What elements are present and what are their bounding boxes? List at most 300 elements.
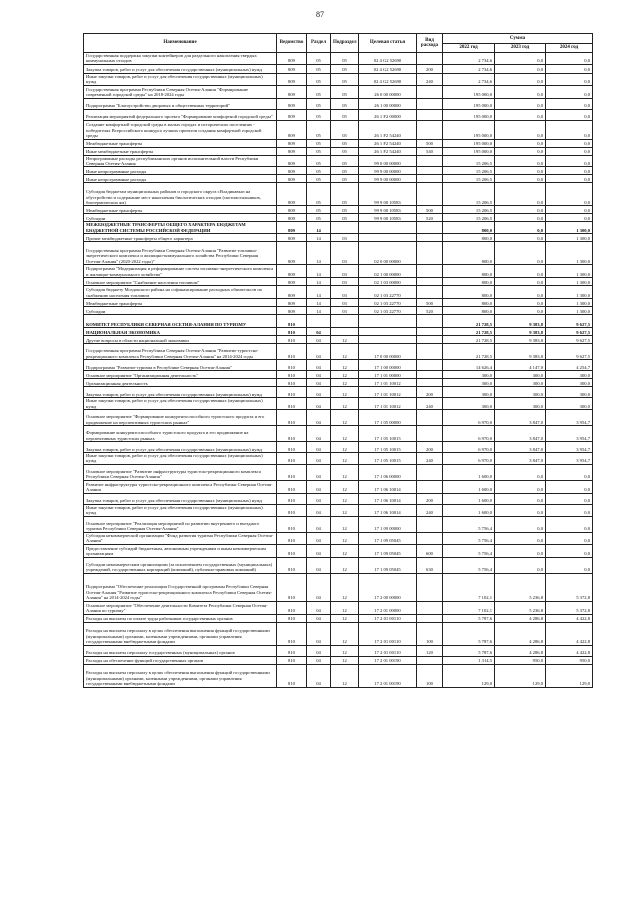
table-row (84, 410, 593, 426)
cell-s2: 5 236,8 (495, 601, 546, 614)
cell-s1: 1 600,0 (443, 480, 495, 493)
cell-rz: 04 (307, 645, 331, 656)
cell-s1: 15 206,5 (443, 175, 495, 183)
cell-ved: 809 (277, 139, 307, 147)
cell-name: Межбюджетные трансферты (84, 139, 277, 147)
header-2023: 2023 год (495, 44, 546, 53)
cell-s3: 4 422,8 (546, 614, 593, 622)
cell-s1: 195 000,0 (443, 120, 495, 139)
cell-name: Расходы на выплаты персоналу в целях обеспечения выполнения функций государственными (муниципальными) органами, казенными учреждениями, органами управления государственными внебюджетными фондами (84, 664, 277, 687)
cell-ved: 810 (277, 645, 307, 656)
cell-rz: 04 (307, 480, 331, 493)
cell-rz: 05 (307, 98, 331, 109)
cell-s1: 1 600,0 (443, 493, 495, 504)
cell-s2: 129,0 (495, 664, 546, 687)
cell-name: Основное мероприятие "Обеспечение деятельности Комитета Республики Северная Осетия-Алания по туризму" (84, 601, 277, 614)
cell-rz: 05 (307, 147, 331, 155)
cell-ved: 810 (277, 557, 307, 573)
cell-s1: 800,0 (443, 278, 495, 286)
cell-pr: 12 (331, 493, 359, 504)
cell-rz: 04 (307, 532, 331, 544)
header-sum: Сумма (443, 34, 593, 44)
cell-ved: 810 (277, 336, 307, 344)
table-row (84, 242, 593, 265)
cell-rz: 05 (307, 85, 331, 98)
cell-cs: 26 1 F2 54240 (359, 139, 417, 147)
cell-s3: 4 254,7 (546, 360, 593, 371)
cell-ved: 810 (277, 442, 307, 453)
cell-vr (417, 109, 443, 120)
cell-vr: 240 (417, 453, 443, 465)
cell-pr: 05 (331, 109, 359, 120)
cell-ved: 809 (277, 53, 307, 65)
cell-s3: 300,0 (546, 379, 593, 387)
cell-s3: 300,0 (546, 371, 593, 379)
cell-s3: 9 627,5 (546, 328, 593, 336)
cell-s2: 3 847,0 (495, 453, 546, 465)
cell-rz: 05 (307, 214, 331, 222)
cell-name: Межбюджетные трансферты (84, 299, 277, 307)
cell-ved: 810 (277, 360, 307, 371)
cell-pr: 12 (331, 557, 359, 573)
cell-s2: 0,0 (495, 493, 546, 504)
cell-s2: 9 383,8 (495, 315, 546, 328)
cell-rz: 04 (307, 336, 331, 344)
cell-s1: 5 787,6 (443, 622, 495, 645)
cell-vr: 240 (417, 398, 443, 410)
cell-s2: 3 847,0 (495, 442, 546, 453)
cell-s3: 0,0 (546, 155, 593, 167)
cell-ved: 809 (277, 265, 307, 278)
cell-s3: 9 627,5 (546, 315, 593, 328)
cell-s2: 0,0 (495, 64, 546, 73)
cell-s1: 6 970,0 (443, 442, 495, 453)
table-row (84, 139, 593, 147)
cell-s1: 129,0 (443, 664, 495, 687)
cell-ved: 810 (277, 344, 307, 360)
table-row (84, 109, 593, 120)
cell-cs: 02 4 G2 52690 (359, 64, 417, 73)
cell-s2: 4 286,8 (495, 614, 546, 622)
cell-vr: 520 (417, 307, 443, 315)
header-target: Целевая статья (359, 34, 417, 53)
cell-vr: 240 (417, 73, 443, 85)
cell-vr (417, 573, 443, 601)
cell-cs: 02 4 G2 52690 (359, 73, 417, 85)
table-row (84, 622, 593, 645)
cell-s3: 300,0 (546, 387, 593, 398)
cell-s3: 0,0 (546, 504, 593, 516)
cell-ved: 810 (277, 480, 307, 493)
table-row (84, 442, 593, 453)
cell-name: Государственная программа Республики Северная Осетия-Алания "Формирование современной городской среды" на 2018-2024 годы (84, 85, 277, 98)
cell-vr (417, 516, 443, 532)
cell-s2: 0,0 (495, 98, 546, 109)
cell-rz: 05 (307, 73, 331, 85)
cell-s2: 0,0 (495, 286, 546, 299)
cell-s2: 300,0 (495, 387, 546, 398)
cell-vr (417, 53, 443, 65)
cell-pr: 05 (331, 85, 359, 98)
cell-cs: 26 1 F2 54240 (359, 120, 417, 139)
table-row (84, 656, 593, 664)
cell-cs (359, 336, 417, 344)
cell-ved: 810 (277, 426, 307, 442)
header-section: Раздел (307, 34, 331, 53)
cell-vr (417, 371, 443, 379)
cell-s3: 0,0 (546, 493, 593, 504)
cell-cs: 17 1 06 10014 (359, 480, 417, 493)
cell-s1: 15 206,5 (443, 183, 495, 206)
cell-name: Государственная программа Республики Северная Осетия-Алания "Развитие топливно-энергетического комплекса и жилищно-коммунального хозяйства Республики Северная Осетия-Алания" (2020-2022 годы)" (84, 242, 277, 265)
cell-vr: 500 (417, 299, 443, 307)
cell-s1: 2 734,6 (443, 64, 495, 73)
cell-s1: 195 000,0 (443, 85, 495, 98)
cell-rz: 14 (307, 265, 331, 278)
cell-name: Развитие инфраструктуры туристско-рекреационного комплекса Республики Северная Осетия-Алания (84, 480, 277, 493)
cell-name: Предоставление субсидий бюджетным, автономным учреждениям и иным некоммерческим организациям (84, 544, 277, 557)
cell-vr (417, 614, 443, 622)
cell-s1: 5 787,6 (443, 645, 495, 656)
cell-s2: 950,0 (495, 656, 546, 664)
cell-ved: 809 (277, 307, 307, 315)
cell-pr: 12 (331, 426, 359, 442)
cell-ved: 810 (277, 315, 307, 328)
cell-cs: 17 1 09 05045 (359, 532, 417, 544)
cell-s2: 300,0 (495, 379, 546, 387)
cell-name: Государственная поддержка закупки контейнеров для раздельного накопления твердых коммунальных отходов (84, 53, 277, 65)
cell-s3: 0,0 (546, 167, 593, 175)
cell-s2: 0,0 (495, 504, 546, 516)
table-row (84, 387, 593, 398)
cell-cs: 17 1 06 10014 (359, 504, 417, 516)
cell-cs: 26 0 00 00000 (359, 85, 417, 98)
cell-pr: 05 (331, 214, 359, 222)
table-row (84, 516, 593, 532)
cell-rz: 04 (307, 544, 331, 557)
cell-pr: 12 (331, 504, 359, 516)
cell-name: Подпрограмма "Благоустройство дворовых и общественных территорий" (84, 98, 277, 109)
cell-ved: 809 (277, 64, 307, 73)
table-row (84, 544, 593, 557)
cell-s3: 0,0 (546, 464, 593, 480)
cell-ved: 809 (277, 167, 307, 175)
cell-s2: 0,0 (495, 242, 546, 265)
cell-pr: 05 (331, 206, 359, 214)
cell-rz: 05 (307, 120, 331, 139)
cell-cs: 17 1 01 10012 (359, 387, 417, 398)
cell-vr (417, 155, 443, 167)
cell-s2: 5 236,8 (495, 573, 546, 601)
cell-ved: 810 (277, 573, 307, 601)
cell-ved: 809 (277, 278, 307, 286)
cell-vr (417, 410, 443, 426)
cell-s2: 0,0 (495, 73, 546, 85)
cell-pr: 05 (331, 167, 359, 175)
cell-rz: 05 (307, 206, 331, 214)
cell-s1: 6 970,0 (443, 426, 495, 442)
cell-cs: 26 1 F2 54240 (359, 147, 417, 155)
cell-vr: 600 (417, 544, 443, 557)
cell-ved: 809 (277, 155, 307, 167)
cell-cs: 26 1 00 00000 (359, 98, 417, 109)
table-row (84, 64, 593, 73)
cell-s1: 15 206,5 (443, 155, 495, 167)
cell-rz (307, 315, 331, 328)
cell-name: Закупка товаров, работ и услуг для обеспечения государственных (муниципальных) нужд (84, 493, 277, 504)
table-row (84, 573, 593, 601)
cell-s2: 300,0 (495, 371, 546, 379)
cell-s1: 800,0 (443, 242, 495, 265)
cell-rz: 04 (307, 387, 331, 398)
cell-vr (417, 167, 443, 175)
cell-pr (331, 328, 359, 336)
cell-s3: 0,0 (546, 53, 593, 65)
cell-cs: 17 2 01 00110 (359, 645, 417, 656)
cell-cs (359, 315, 417, 328)
cell-s3: 3 954,7 (546, 453, 593, 465)
cell-rz: 04 (307, 442, 331, 453)
cell-s3: 3 954,7 (546, 426, 593, 442)
cell-s1: 6 970,0 (443, 410, 495, 426)
cell-s2: 0,0 (495, 464, 546, 480)
cell-s1: 300,0 (443, 398, 495, 410)
table-row (84, 53, 593, 65)
cell-rz: 04 (307, 504, 331, 516)
cell-name: Создание комфортной городской среды в малых городах и исторических поселениях - победителях Всероссийского конкурса лучших проектов создания комфортной городской среды (84, 120, 277, 139)
cell-s2: 0,0 (495, 167, 546, 175)
cell-vr (417, 532, 443, 544)
cell-s3: 0,0 (546, 73, 593, 85)
cell-name: Основное мероприятие "Реализация мероприятий по развитию внутреннего и въездного туризма Республики Северная Осетия-Алания" (84, 516, 277, 532)
cell-rz: 05 (307, 64, 331, 73)
header-name: Наименование (84, 34, 277, 53)
cell-s1: 7 102,1 (443, 573, 495, 601)
cell-s3: 950,0 (546, 656, 593, 664)
cell-s1: 800,0 (443, 265, 495, 278)
cell-rz: 05 (307, 167, 331, 175)
cell-s2: 0,0 (495, 234, 546, 242)
cell-s1: 14 626,4 (443, 360, 495, 371)
cell-name: Иные закупки товаров, работ и услуг для обеспечения государственных (муниципальных) нужд (84, 398, 277, 410)
cell-s1: 195 000,0 (443, 98, 495, 109)
cell-ved: 810 (277, 614, 307, 622)
cell-name: Закупка товаров, работ и услуг для обеспечения государственных (муниципальных) нужд (84, 387, 277, 398)
table-row (84, 664, 593, 687)
cell-s1: 15 206,5 (443, 214, 495, 222)
cell-pr: 12 (331, 645, 359, 656)
cell-s3: 129,0 (546, 664, 593, 687)
cell-s1: 300,0 (443, 379, 495, 387)
cell-cs: 17 1 01 00000 (359, 371, 417, 379)
cell-s2: 0,0 (495, 175, 546, 183)
cell-pr: 12 (331, 622, 359, 645)
cell-pr: 05 (331, 155, 359, 167)
cell-s3: 0,0 (546, 109, 593, 120)
cell-s1: 1 600,0 (443, 504, 495, 516)
cell-pr: 03 (331, 278, 359, 286)
cell-s3: 3 954,7 (546, 410, 593, 426)
header-2024: 2024 год (546, 44, 593, 53)
cell-vr: 100 (417, 622, 443, 645)
cell-cs: 17 1 05 10015 (359, 453, 417, 465)
cell-s2: 0,0 (495, 53, 546, 65)
cell-s2: 3 847,0 (495, 410, 546, 426)
cell-s1: 2 734,6 (443, 73, 495, 85)
cell-pr: 12 (331, 544, 359, 557)
cell-vr (417, 336, 443, 344)
cell-cs: 17 1 09 00000 (359, 516, 417, 532)
cell-s3: 0,0 (546, 214, 593, 222)
cell-pr: 12 (331, 464, 359, 480)
table-row (84, 167, 593, 175)
cell-s1: 7 102,1 (443, 601, 495, 614)
cell-ved: 810 (277, 387, 307, 398)
cell-s1: 1 314,5 (443, 656, 495, 664)
cell-pr: 05 (331, 139, 359, 147)
cell-s2: 0,0 (495, 109, 546, 120)
table-row (84, 73, 593, 85)
cell-vr (417, 222, 443, 234)
cell-s3: 0,0 (546, 120, 593, 139)
cell-name: Иные межбюджетные трансферты (84, 147, 277, 155)
cell-s1: 5 756,4 (443, 516, 495, 532)
cell-cs: 99 9 00 10583 (359, 214, 417, 222)
cell-name: Закупка товаров, работ и услуг для обеспечения государственных (муниципальных) нужд (84, 442, 277, 453)
cell-pr: 03 (331, 307, 359, 315)
cell-name: Иные закупки товаров, работ и услуг для обеспечения государственных (муниципальных) нужд (84, 453, 277, 465)
table-row (84, 614, 593, 622)
cell-pr: 05 (331, 183, 359, 206)
table-row (84, 147, 593, 155)
cell-vr: 630 (417, 557, 443, 573)
cell-pr: 05 (331, 147, 359, 155)
cell-rz: 05 (307, 109, 331, 120)
cell-cs: 99 9 00 10583 (359, 183, 417, 206)
cell-rz: 04 (307, 557, 331, 573)
cell-rz: 04 (307, 573, 331, 601)
table-row (84, 278, 593, 286)
cell-ved: 810 (277, 622, 307, 645)
table-row (84, 480, 593, 493)
cell-rz: 05 (307, 175, 331, 183)
cell-name: Прочие межбюджетные трансферты общего характера (84, 234, 277, 242)
cell-rz: 04 (307, 664, 331, 687)
cell-name: Подпрограмма "Обеспечение реализации Государственной программы Республики Северная Осетия-Алания "Развитие туристско-рекреационного комплекса Республики Северная Осетия-Алания" на 2014-2024 годы" (84, 573, 277, 601)
cell-s3: 5 372,8 (546, 601, 593, 614)
cell-s3: 3 954,7 (546, 442, 593, 453)
cell-cs: 99 9 00 00000 (359, 175, 417, 183)
cell-ved: 810 (277, 398, 307, 410)
cell-pr: 03 (331, 286, 359, 299)
cell-ved: 809 (277, 85, 307, 98)
cell-s2: 0,0 (495, 222, 546, 234)
cell-cs: 02 4 G2 52690 (359, 53, 417, 65)
cell-rz: 04 (307, 379, 331, 387)
cell-cs: 17 1 09 05045 (359, 557, 417, 573)
cell-ved: 810 (277, 504, 307, 516)
cell-pr: 12 (331, 573, 359, 601)
cell-ved: 809 (277, 222, 307, 234)
cell-vr (417, 315, 443, 328)
cell-pr: 12 (331, 336, 359, 344)
cell-pr: 12 (331, 371, 359, 379)
header-2022: 2022 год (443, 44, 495, 53)
cell-s3: 0,0 (546, 139, 593, 147)
cell-ved: 809 (277, 286, 307, 299)
cell-cs: 17 2 01 00110 (359, 614, 417, 622)
cell-vr (417, 242, 443, 265)
table-row (84, 379, 593, 387)
table-row (84, 557, 593, 573)
cell-ved: 809 (277, 183, 307, 206)
table-row (84, 532, 593, 544)
cell-s1: 195 000,0 (443, 109, 495, 120)
cell-vr: 540 (417, 147, 443, 155)
cell-ved: 810 (277, 371, 307, 379)
cell-ved: 809 (277, 242, 307, 265)
table-row (84, 286, 593, 299)
cell-vr (417, 183, 443, 206)
table-row (84, 398, 593, 410)
table-row (84, 183, 593, 206)
cell-rz: 04 (307, 493, 331, 504)
cell-s2: 9 383,8 (495, 328, 546, 336)
cell-s1: 195 000,0 (443, 147, 495, 155)
table-body (84, 53, 593, 688)
cell-s3: 1 300,0 (546, 265, 593, 278)
cell-s3: 0,0 (546, 557, 593, 573)
cell-cs: 17 1 06 10014 (359, 493, 417, 504)
cell-name: Субсидия некоммерческой организации "Фонд развития туризма Республики Северная Осетия-Алания" (84, 532, 277, 544)
cell-s1: 6 970,0 (443, 453, 495, 465)
cell-pr (331, 315, 359, 328)
cell-s2: 9 383,8 (495, 344, 546, 360)
cell-s3: 1 300,0 (546, 234, 593, 242)
cell-vr (417, 265, 443, 278)
cell-name: Субсидии (84, 214, 277, 222)
cell-name: Иные закупки товаров, работ и услуг для обеспечения государственных (муниципальных) нужд (84, 504, 277, 516)
cell-s3: 0,0 (546, 175, 593, 183)
cell-ved: 810 (277, 516, 307, 532)
cell-pr: 12 (331, 664, 359, 687)
cell-s2: 0,0 (495, 155, 546, 167)
cell-name: Подпрограмма "Модернизация и реформирование систем топливно-энергетического комплекса и жилищно-коммунального хозяйства" (84, 265, 277, 278)
header-subsection: Подраздел (331, 34, 359, 53)
cell-s1: 5 756,4 (443, 532, 495, 544)
cell-vr: 120 (417, 645, 443, 656)
table-row (84, 645, 593, 656)
cell-cs (359, 222, 417, 234)
cell-s3: 1 300,0 (546, 242, 593, 265)
cell-cs (359, 234, 417, 242)
cell-cs: 99 9 00 10583 (359, 206, 417, 214)
cell-ved: 810 (277, 379, 307, 387)
cell-name: НАЦИОНАЛЬНАЯ ЭКОНОМИКА (84, 328, 277, 336)
table-row (84, 336, 593, 344)
cell-vr (417, 601, 443, 614)
cell-pr: 03 (331, 242, 359, 265)
cell-s2: 0,0 (495, 532, 546, 544)
cell-rz: 14 (307, 278, 331, 286)
cell-s2: 9 383,8 (495, 336, 546, 344)
cell-rz: 04 (307, 453, 331, 465)
cell-s3: 4 422,8 (546, 645, 593, 656)
cell-ved: 809 (277, 73, 307, 85)
cell-s2: 0,0 (495, 480, 546, 493)
cell-s1: 21 728,5 (443, 328, 495, 336)
cell-s3: 1 300,0 (546, 278, 593, 286)
